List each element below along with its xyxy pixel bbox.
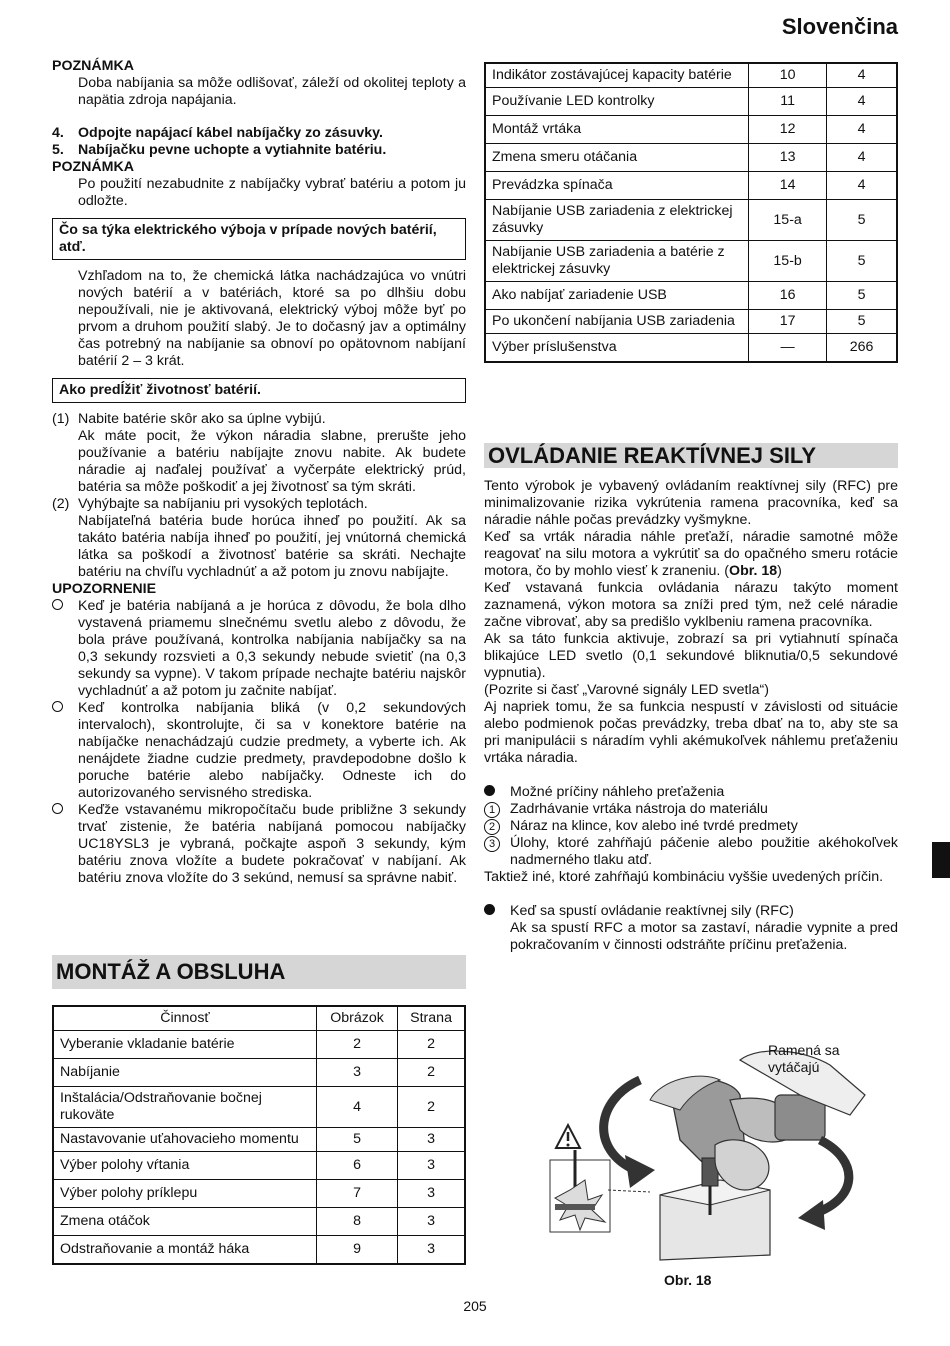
table-cell: Nastavovanie uťahovacieho momentu bbox=[53, 1128, 317, 1152]
figure-label-line: vytáčajú bbox=[768, 1059, 820, 1075]
note-text: Po použití nezabudnite z nabíjačky vybrať batériu a potom ju odložte. bbox=[78, 176, 466, 209]
paragraph: Ak sa spustí RFC a motor sa zastaví, náradie vypnite a pred pokračovaním v činnosti odstráňte príčinu preťaženia. bbox=[510, 920, 898, 953]
note-title: POZNÁMKA bbox=[52, 58, 134, 74]
table-cell: Montáž vrtáka bbox=[485, 116, 749, 144]
table-cell: Zmena otáčok bbox=[53, 1208, 317, 1236]
item-content bbox=[78, 411, 466, 496]
table-cell: 3 bbox=[398, 1236, 465, 1264]
table-cell: Po ukončení nabíjania USB zariadenia bbox=[485, 310, 749, 334]
table-cell: 5 bbox=[827, 200, 897, 241]
table-row bbox=[485, 63, 897, 88]
column-header: Obrázok bbox=[317, 1006, 398, 1031]
table-row bbox=[53, 1087, 465, 1128]
caution-text: Keď kontrolka nabíjania bliká (v 0,2 sekundových intervaloch), skontrolujte, či sa v konektore batérie na nabíjačke nenachádzajú cudzie predmety, a vyberte ich. Ak nenájdete žiadne cudzie predmety, pravdepodobne došlo k poruche batérie alebo nabíjačky. Odneste ich do autorizovaného servisného strediska. bbox=[78, 700, 466, 801]
caution-title: UPOZORNENIE bbox=[52, 581, 157, 597]
rfc-section bbox=[484, 443, 898, 954]
table-row bbox=[53, 1031, 465, 1059]
table-row bbox=[485, 241, 897, 282]
list-item-text: Náraz na klince, kov alebo iné tvrdé predmety bbox=[510, 818, 798, 834]
figure-reference: Obr. 18 bbox=[729, 563, 778, 579]
paragraph: Taktiež iné, ktoré zahŕňajú kombináciu vyššie uvedených príčin. bbox=[484, 869, 884, 885]
table-cell: 15-a bbox=[749, 200, 827, 241]
paragraph-text: ) bbox=[777, 563, 782, 579]
item-heading: Vyhýbajte sa nabíjaniu pri vysokých teplotách. bbox=[78, 496, 368, 512]
caution-text: Keďže vstavanému mikropočítaču bude približne 3 sekundy trvať zistenie, že batéria nabíjaná pomocou nabíjačky UC18YSL3 je vybraná, počkajte aspoň 3 sekundy, kým batériu znova vložíte a budete pokračovať v nabíjaní. Ak batériu znova vložíte do 3 sekúnd, nemusí sa správne nabiť. bbox=[78, 802, 466, 886]
boxed-heading: Čo sa týka elektrického výboja v prípade nových batérií, atď. bbox=[52, 218, 466, 260]
table-cell: 266 bbox=[827, 334, 897, 362]
table-cell: 3 bbox=[317, 1059, 398, 1087]
table-cell: 14 bbox=[749, 172, 827, 200]
table-cell: Prevádzka spínača bbox=[485, 172, 749, 200]
table-cell: 4 bbox=[827, 172, 897, 200]
table-cell: Indikátor zostávajúcej kapacity batérie bbox=[485, 63, 749, 88]
table-cell: Nabíjanie bbox=[53, 1059, 317, 1087]
table-cell: 3 bbox=[398, 1152, 465, 1180]
paragraph: Aj napriek tomu, že sa funkcia nespustí v závislosti od situácie alebo podmienok počas prevádzky, treba dbať na to, aby ste sa pri manipulácii s náradím vyhli akémukoľvek náhlemu preťaženiu vrtáka náradia. bbox=[484, 699, 898, 766]
circle-bullet-icon bbox=[52, 599, 63, 610]
table-cell: 5 bbox=[827, 310, 897, 334]
table-cell: 4 bbox=[317, 1087, 398, 1128]
table-cell: 2 bbox=[398, 1087, 465, 1128]
dot-bullet-icon bbox=[484, 785, 495, 796]
caution-text: Keď je batéria nabíjaná a je horúca z dôvodu, že bola dlho vystavená priamemu slnečnému svetlu alebo z dôvodu, že bola práve používaná, kontrolka nabíjania nabíjačky sa na 0,3 sekundy rozsvieti a 0,3 sekundy nebude svietiť (na 0,3 sekundy sa vypne). V takom prípade nechajte batériu najskôr vychladnúť a až potom ju začnite nabíjať. bbox=[78, 598, 466, 699]
item-number: (1) bbox=[52, 411, 70, 427]
caution-item bbox=[52, 700, 466, 802]
table-row bbox=[485, 116, 897, 144]
circle-bullet-icon bbox=[52, 701, 63, 712]
section-title: OVLÁDANIE REAKTÍVNEJ SILY bbox=[484, 443, 898, 468]
column-header: Strana bbox=[398, 1006, 465, 1031]
table-cell: Používanie LED kontrolky bbox=[485, 88, 749, 116]
list-item-text: Úlohy, ktoré zahŕňajú páčenie alebo použitie akéhokoľvek nadmerného tlaku atď. bbox=[510, 835, 898, 868]
table-cell: Vyberanie vkladanie batérie bbox=[53, 1031, 317, 1059]
table-cell: 4 bbox=[827, 116, 897, 144]
page-number: 205 bbox=[463, 1298, 487, 1314]
item-content bbox=[78, 496, 466, 581]
table-row bbox=[485, 334, 897, 362]
step-text: Odpojte napájací kábel nabíjačky zo zásuvky. bbox=[78, 125, 383, 141]
right-table-wrap bbox=[484, 62, 898, 363]
table-cell: Nabíjanie USB zariadenia z elektrickej zásuvky bbox=[485, 200, 749, 241]
table-cell: 5 bbox=[827, 241, 897, 282]
table-cell: 3 bbox=[398, 1180, 465, 1208]
note-title: POZNÁMKA bbox=[52, 159, 134, 175]
section-title: MONTÁŽ A OBSLUHA bbox=[52, 955, 466, 989]
list-heading-text: Možné príčiny náhleho preťaženia bbox=[510, 784, 725, 800]
figure-label bbox=[768, 1042, 840, 1076]
circle-bullet-icon bbox=[52, 803, 63, 814]
table-cell: 15-b bbox=[749, 241, 827, 282]
note-text: Doba nabíjania sa môže odlišovať, záleží od okolitej teploty a napätia zdroja napájania. bbox=[78, 75, 466, 108]
table-cell: Odstraňovanie a montáž háka bbox=[53, 1236, 317, 1264]
step-number: 4. bbox=[52, 125, 64, 141]
list-item bbox=[52, 496, 466, 581]
list-item bbox=[484, 835, 898, 869]
table-cell: 2 bbox=[398, 1059, 465, 1087]
list-heading bbox=[484, 784, 898, 801]
item-text: Ak máte pocit, že výkon náradia slabne, prerušte jeho používanie a batériu nabíjajte znovu nabite. Ak budete náradie aj naďalej používať a vyčerpáte elektrický prúd, batéria sa môže poškodiť a jej životnosť sa tým skráti. bbox=[78, 428, 466, 495]
assembly-section bbox=[52, 955, 466, 1265]
table-cell: 5 bbox=[827, 282, 897, 310]
table-cell: 12 bbox=[749, 116, 827, 144]
table-cell: Ako nabíjať zariadenie USB bbox=[485, 282, 749, 310]
table-cell: 5 bbox=[317, 1128, 398, 1152]
figure-18 bbox=[530, 1040, 900, 1290]
paragraph bbox=[484, 529, 898, 580]
list-item-text: Zadrhávanie vrtáka nástroja do materiálu bbox=[510, 801, 768, 817]
operations-table-continued bbox=[484, 62, 898, 363]
table-cell: 7 bbox=[317, 1180, 398, 1208]
table-row bbox=[53, 1152, 465, 1180]
table-cell: 13 bbox=[749, 144, 827, 172]
table-cell: 3 bbox=[398, 1208, 465, 1236]
step-text: Nabíjačku pevne uchopte a vytiahnite batériu. bbox=[78, 142, 387, 158]
table-row bbox=[485, 144, 897, 172]
language-label: Slovenčina bbox=[781, 14, 898, 39]
operations-table bbox=[52, 1005, 466, 1265]
paragraph: Vzhľadom na to, že chemická látka nachádzajúca vo vnútri nových batérií a v batériách, ktoré sa po dlhšiu dobu nepoužívali, nie je aktivovaná, elektrický výboj môže byť po prvom a druhom použití slabý. Je to dočasný jav a optimálny čas potrebný na nabíjanie sa obnoví po opätovnom nabíjaní batérií 2 – 3 krát. bbox=[78, 268, 466, 369]
circled-number: 2 bbox=[484, 819, 500, 835]
list-heading-text: Keď sa spustí ovládanie reaktívnej sily (RFC) bbox=[510, 903, 794, 919]
item-number: (2) bbox=[52, 496, 70, 512]
boxed-heading: Ako predĺžiť životnosť batérií. bbox=[52, 378, 466, 403]
table-cell: Zmena smeru otáčania bbox=[485, 144, 749, 172]
list-item bbox=[52, 411, 466, 496]
item-heading: Nabite batérie skôr ako sa úplne vybijú. bbox=[78, 411, 326, 427]
table-row bbox=[53, 1208, 465, 1236]
step-number: 5. bbox=[52, 142, 64, 158]
item-text: Nabíjateľná batéria bude horúca ihneď po použití. Ak sa takáto batéria nabíja ihneď po použití, jej vnútorná chemická látka sa poškodí a životnosť batérie sa skráti. Nechajte batériu na chvíľu vychladnúť a až potom ju znovu nabíjajte. bbox=[78, 513, 466, 580]
table-cell: Výber polohy vŕtania bbox=[53, 1152, 317, 1180]
table-header-row bbox=[53, 1006, 465, 1031]
table-row bbox=[53, 1059, 465, 1087]
section-tab-marker bbox=[932, 842, 950, 878]
table-row bbox=[485, 172, 897, 200]
step-4 bbox=[52, 125, 466, 142]
table-cell: 2 bbox=[398, 1031, 465, 1059]
paragraph: (Pozrite si časť „Varovné signály LED svetla“) bbox=[484, 682, 769, 698]
list-heading bbox=[484, 903, 898, 920]
table-row bbox=[53, 1236, 465, 1264]
left-column bbox=[52, 58, 466, 887]
drill-reaction-illustration bbox=[530, 1040, 900, 1290]
table-cell: Nabíjanie USB zariadenia a batérie z elektrickej zásuvky bbox=[485, 241, 749, 282]
table-row bbox=[485, 282, 897, 310]
figure-label-line: Ramená sa bbox=[768, 1042, 840, 1058]
table-cell: 4 bbox=[827, 88, 897, 116]
caution-item bbox=[52, 802, 466, 887]
table-cell: 2 bbox=[317, 1031, 398, 1059]
figure-caption: Obr. 18 bbox=[664, 1272, 712, 1288]
column-header: Činnosť bbox=[53, 1006, 317, 1031]
table-cell: 17 bbox=[749, 310, 827, 334]
table-cell: 6 bbox=[317, 1152, 398, 1180]
list-item bbox=[484, 801, 898, 818]
table-row bbox=[485, 310, 897, 334]
table-cell: 10 bbox=[749, 63, 827, 88]
dot-bullet-icon bbox=[484, 904, 495, 915]
table-cell: 8 bbox=[317, 1208, 398, 1236]
paragraph: Keď vstavaná funkcia ovládania nárazu takýto moment zaznamená, výkon motora sa zníži pred tým, než celé náradie začne vibrovať, aby sa predišlo vyklbeniu ramena pracovníka. bbox=[484, 580, 898, 630]
step-5 bbox=[52, 142, 466, 159]
table-cell: 11 bbox=[749, 88, 827, 116]
table-cell: 3 bbox=[398, 1128, 465, 1152]
table-cell: 4 bbox=[827, 63, 897, 88]
table-cell: Inštalácia/Odstraňovanie bočnej rukoväte bbox=[53, 1087, 317, 1128]
table-row bbox=[485, 200, 897, 241]
table-cell: 4 bbox=[827, 144, 897, 172]
table-row bbox=[53, 1180, 465, 1208]
table-cell: Výber príslušenstva bbox=[485, 334, 749, 362]
paragraph: Ak sa táto funkcia aktivuje, zobrazí sa pri vytiahnutí spínača blikajúce LED svetlo (0,1 sekundové bliknutia/0,5 sekundové vypnutia). bbox=[484, 631, 898, 681]
table-cell: — bbox=[749, 334, 827, 362]
table-cell: Výber polohy príklepu bbox=[53, 1180, 317, 1208]
paragraph-text: Keď sa vrták náradia náhle preťaží, náradie samotné môže reagovať na silu motora a vykrútiť sa do opačného smeru rotácie motora, čo by mohlo viesť k zraneniu. ( bbox=[484, 529, 898, 579]
table-row bbox=[53, 1128, 465, 1152]
table-row bbox=[485, 88, 897, 116]
list-item bbox=[484, 818, 898, 835]
circled-number: 3 bbox=[484, 836, 500, 852]
paragraph: Tento výrobok je vybavený ovládaním reaktívnej sily (RFC) pre minimalizovanie rizika vykrútenia ramena pracovníka, keď sa náradie náhle počas prevádzky vyšmykne. bbox=[484, 478, 898, 528]
caution-item bbox=[52, 598, 466, 700]
circled-number: 1 bbox=[484, 802, 500, 818]
table-cell: 9 bbox=[317, 1236, 398, 1264]
table-cell: 16 bbox=[749, 282, 827, 310]
